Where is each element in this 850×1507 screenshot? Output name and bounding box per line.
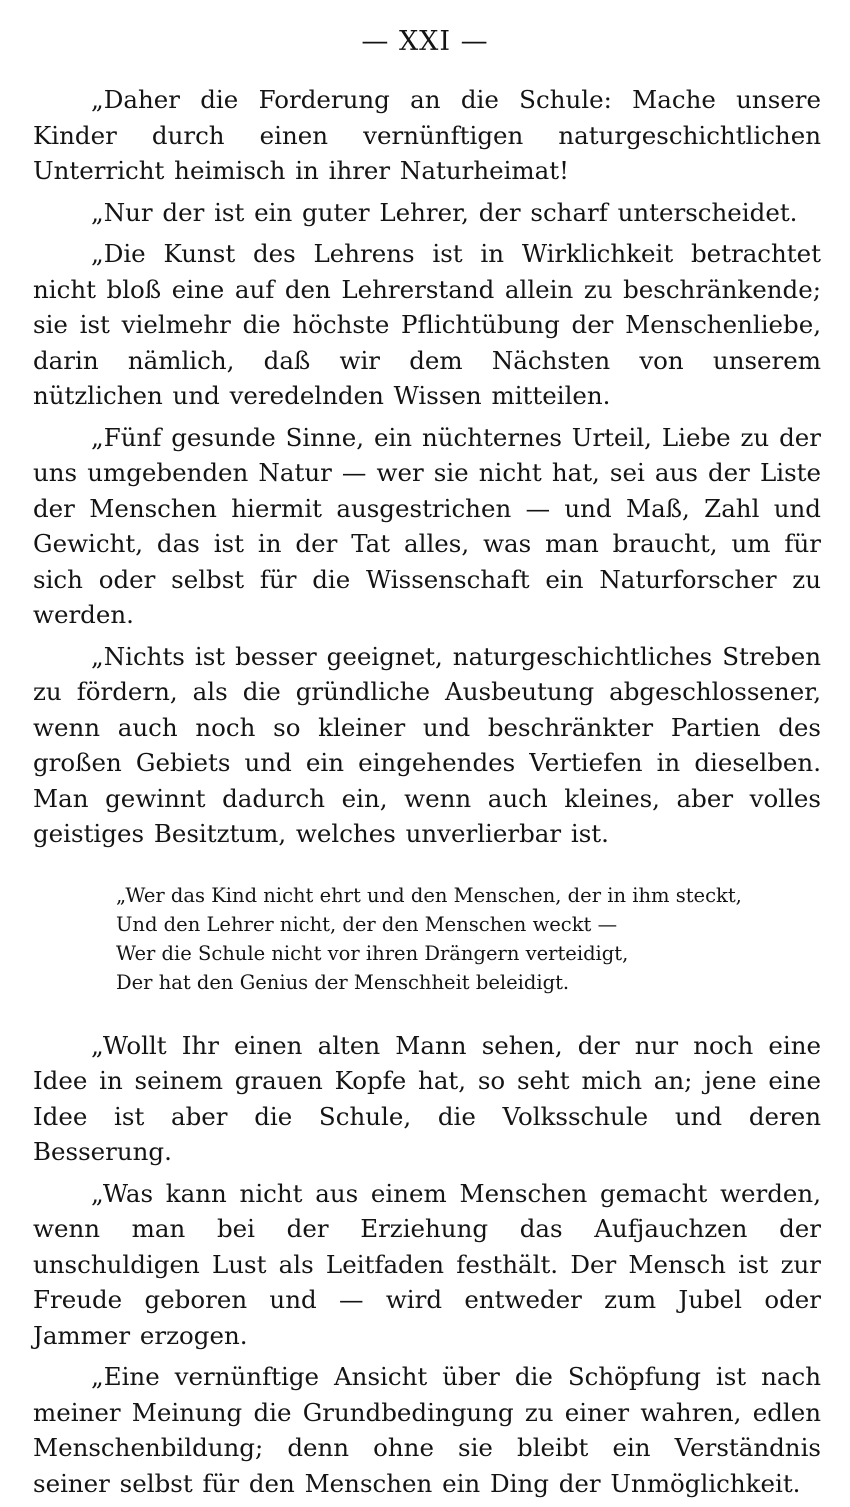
poem-quote: [116, 881, 821, 997]
poem-line: Wer die Schule nicht vor ihren Drängern verteidigt,: [116, 941, 629, 965]
paragraph-erziehung: „Was kann nicht aus einem Menschen gemacht werden, wenn man bei der Erziehung das Aufjauchzen der unschuldigen Lust als Leitfaden festhält. Der Mensch ist zur Freude geboren und — wird entweder zum Jubel oder Jammer erzogen.: [33, 1178, 821, 1350]
paragraph-nichts-besser: „Nichts ist besser geeignet, naturgeschichtliches Streben zu fördern, als die gründliche Ausbeutung abgeschlossener, wenn auch noch so kleiner und beschränkter Partien des großen Gebiets und ein eingehendes Vertiefen in dieselben. Man gewinnt dadurch ein, wenn auch kleines, aber volles geistiges Besitztum, welches unverlierbar ist.: [33, 641, 821, 848]
paragraph-alter-mann: „Wollt Ihr einen alten Mann sehen, der nur noch eine Idee in seinem grauen Kopfe hat, so seht mich an; jene eine Idee ist aber die Schule, die Volksschule und deren Besserung.: [33, 1030, 821, 1166]
poem-line: Der hat den Genius der Menschheit beleidigt.: [116, 970, 570, 994]
paragraph-schoepfung: „Eine vernünftige Ansicht über die Schöpfung ist nach meiner Meinung die Grundbedingung zu einer wahren, edlen Menschenbildung; denn ohne sie bleibt ein Verständnis seiner selbst für den Menschen ein Ding der Unmöglichkeit.: [33, 1362, 821, 1498]
poem-line: „Wer das Kind nicht ehrt und den Menschen, der in ihm steckt,: [116, 883, 742, 907]
paragraph-forderung: „Daher die Forderung an die Schule: Mache unsere Kinder durch einen vernünftigen naturgeschichtlichen Unterricht heimisch in ihrer Naturheimat!: [33, 85, 821, 185]
paragraph-fuenf-sinne: „Fünf gesunde Sinne, ein nüchternes Urteil, Liebe zu der uns umgebenden Natur — wer sie nicht hat, sei aus der Liste der Menschen hiermit ausgestrichen — und Maß, Zahl und Gewicht, das ist in der Tat alles, was man braucht, um für sich oder selbst für die Wissenschaft ein Naturforscher zu werden.: [33, 422, 821, 629]
page-number: — XXI —: [361, 26, 489, 57]
paragraph-kunst-des-lehrens: „Die Kunst des Lehrens ist in Wirklichkeit betrachtet nicht bloß eine auf den Lehrerstand allein zu beschränkende; sie ist vielmehr die höchste Pflichtübung der Menschenliebe, darin nämlich, daß wir dem Nächsten von unserem nützlichen und veredelnden Wissen mitteilen.: [33, 239, 821, 410]
poem-line: Und den Lehrer nicht, der den Menschen weckt —: [116, 912, 618, 936]
text-body: [33, 82, 821, 1507]
paragraph-guter-lehrer: „Nur der ist ein guter Lehrer, der scharf unterscheidet.: [91, 197, 798, 227]
